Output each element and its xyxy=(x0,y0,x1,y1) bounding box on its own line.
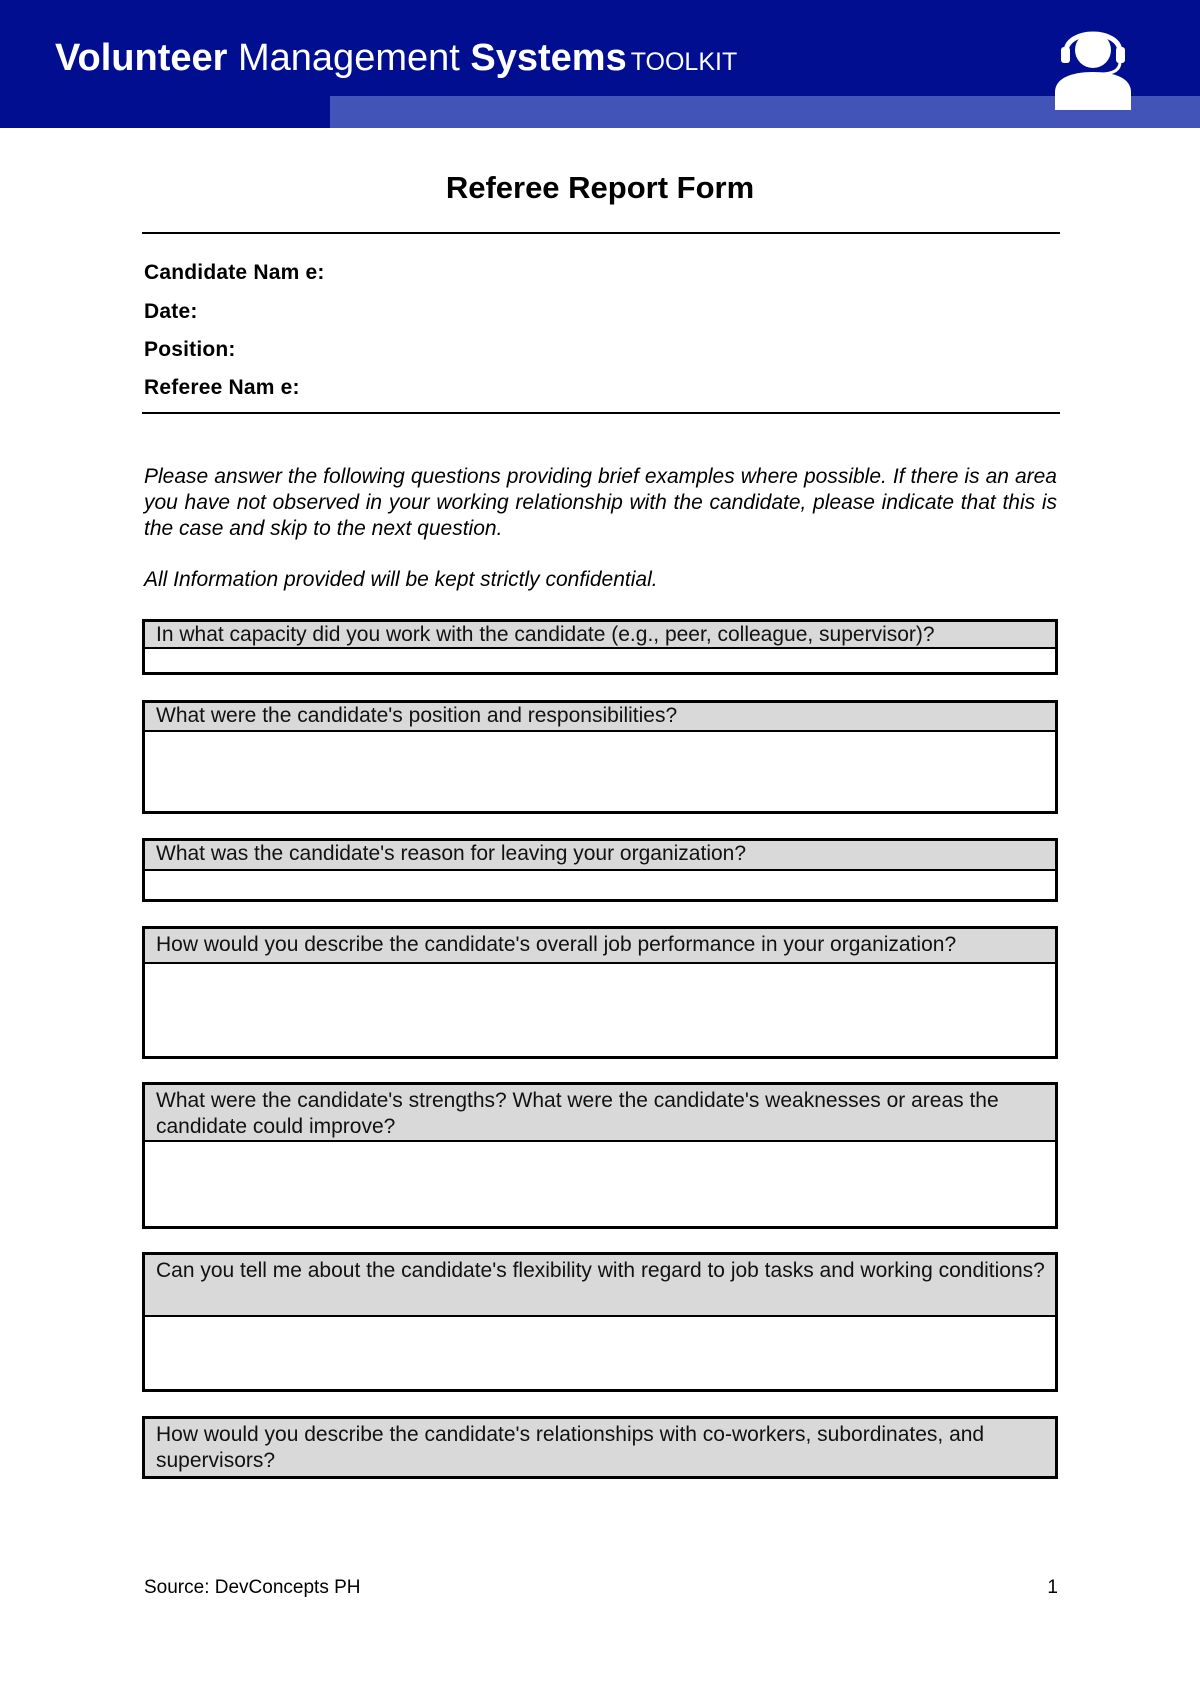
question-label: What was the candidate's reason for leaving your organization? xyxy=(145,841,1055,871)
page-title: Referee Report Form xyxy=(445,170,755,205)
question-box-capacity xyxy=(142,619,1058,675)
answer-field-responsibilities[interactable] xyxy=(145,732,1055,811)
candidate-name-label: Candidate Nam e: xyxy=(144,261,325,284)
question-label: How would you describe the candidate's relationships with co-workers, subordinates, and supervisors? xyxy=(145,1419,1055,1476)
question-box-strengths-weaknesses xyxy=(142,1082,1058,1229)
confidentiality-note: All Information provided will be kept strictly confidential. xyxy=(144,568,658,591)
question-box-relationships xyxy=(142,1416,1058,1479)
question-label: Can you tell me about the candidate's flexibility with regard to job tasks and working conditions? xyxy=(145,1255,1055,1317)
title-divider xyxy=(142,232,1060,234)
header-banner xyxy=(0,0,1200,128)
answer-field-flexibility[interactable] xyxy=(145,1317,1055,1389)
brand-volunteer: Volunteer xyxy=(55,37,228,79)
question-box-responsibilities xyxy=(142,700,1058,814)
answer-field-strengths-weaknesses[interactable] xyxy=(145,1142,1055,1226)
question-box-reason-leaving xyxy=(142,838,1058,902)
brand-management: Management xyxy=(238,37,460,79)
answer-field-job-performance[interactable] xyxy=(145,964,1055,1056)
brand-systems: Systems xyxy=(470,37,627,79)
toolkit-logo-text xyxy=(55,36,737,84)
headset-person-icon xyxy=(1050,18,1136,110)
referee-name-label: Referee Nam e: xyxy=(144,376,300,399)
question-label: In what capacity did you work with the candidate (e.g., peer, colleague, supervisor)? xyxy=(145,622,1055,649)
question-label: What were the candidate's position and responsibilities? xyxy=(145,703,1055,732)
answer-field-capacity[interactable] xyxy=(145,649,1055,673)
date-label: Date: xyxy=(144,300,198,323)
instructions-text: Please answer the following questions providing brief examples where possible. If there is an area you have not observed in your working relationship with the candidate, please indicate that this is the case and skip to the next question. xyxy=(144,465,1057,540)
brand-toolkit: TOOLKIT xyxy=(630,48,738,76)
position-label: Position: xyxy=(144,338,236,361)
question-box-job-performance xyxy=(142,926,1058,1059)
answer-field-reason-leaving[interactable] xyxy=(145,871,1055,899)
page-number: 1 xyxy=(1047,1577,1058,1598)
question-label: How would you describe the candidate's overall job performance in your organization? xyxy=(145,929,1055,964)
question-box-flexibility xyxy=(142,1252,1058,1392)
fields-divider xyxy=(142,412,1060,414)
source-credit: Source: DevConcepts PH xyxy=(144,1577,361,1598)
question-label: What were the candidate's strengths? What were the candidate's weaknesses or areas the candidate could improve? xyxy=(145,1085,1055,1142)
